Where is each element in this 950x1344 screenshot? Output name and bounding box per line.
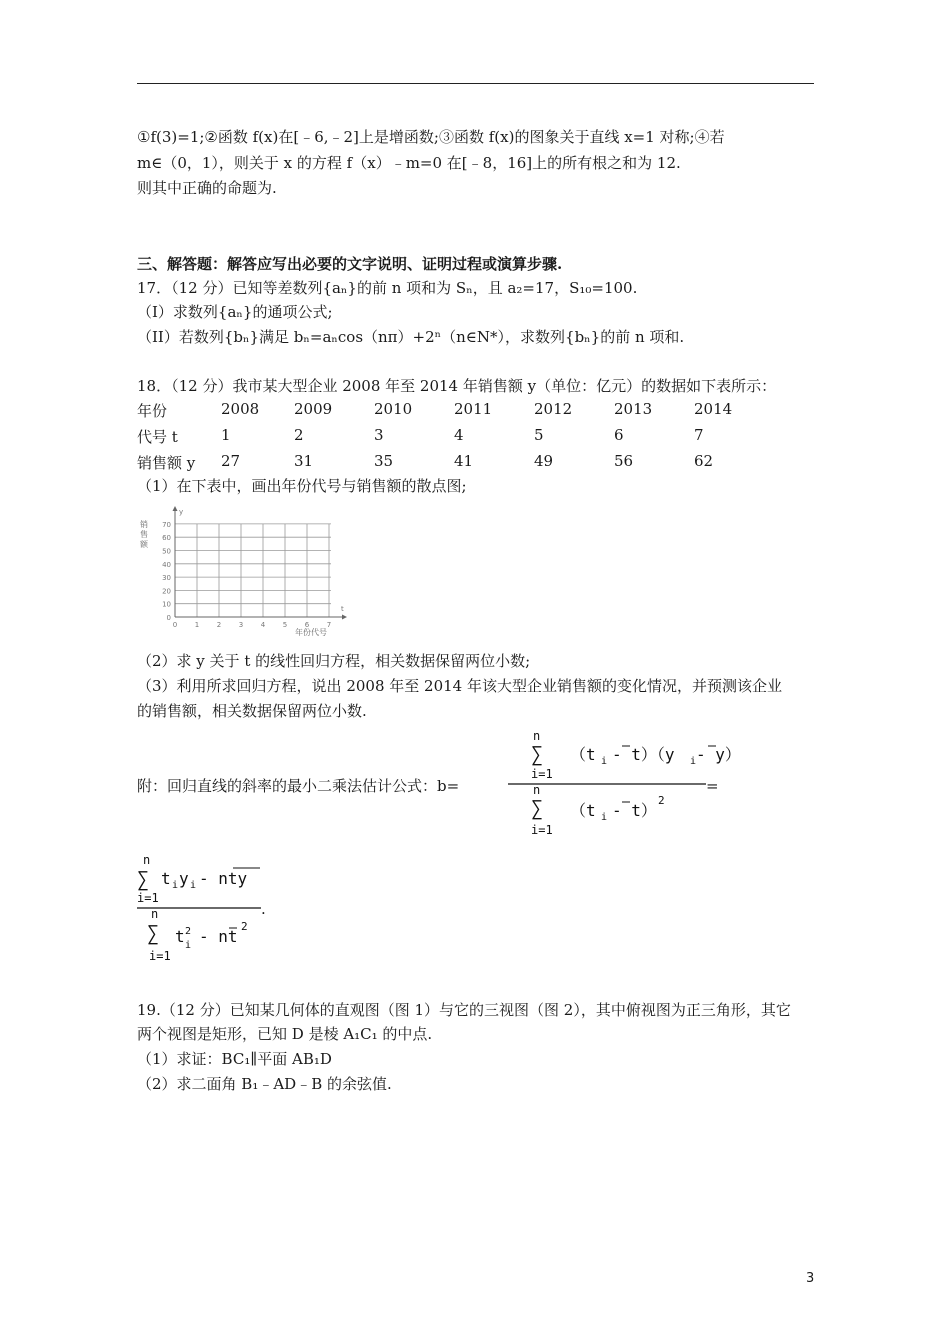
table-cell: 35 [374, 452, 394, 470]
svg-text:n: n [143, 853, 151, 867]
table-cell: 6 [614, 426, 624, 444]
table-cell: 49 [534, 452, 554, 470]
table-cell: 4 [454, 426, 464, 444]
svg-text:2: 2 [658, 794, 665, 807]
q17-stem: 17．（12 分）已知等差数列{aₙ}的前 n 项和为 Sₙ，且 a₂=17，S₁₀=100. [137, 279, 638, 297]
q19-part2: （2）求二面角 B₁﹣AD﹣B 的余弦值. [137, 1075, 392, 1093]
y-tick-label: 70 [162, 520, 171, 529]
y-tick-label: 40 [162, 560, 171, 569]
svg-text:- nt: - nt [199, 927, 238, 946]
p16-line2: m∈（0，1），则关于 x 的方程 f（x）﹣m=0 在[﹣8，16]上的所有根之和为 12. [137, 154, 681, 172]
table-cell: 62 [694, 452, 714, 470]
x-tick-label: 2 [216, 621, 222, 629]
x-tick-label: 3 [238, 621, 244, 629]
svg-text:∑: ∑ [531, 796, 544, 820]
x-axis-label: 年份代号 [295, 628, 327, 637]
svg-text:- t）（y: - t）（y [612, 745, 675, 764]
q19-stem1: 19.（12 分）已知某几何体的直观图（图 1）与它的三视图（图 2），其中俯视图为正三角形，其它 [137, 1001, 791, 1019]
svg-text:t: t [175, 927, 185, 946]
q18-part1: （1）在下表中，画出年份代号与销售额的散点图; [137, 477, 467, 495]
svg-text:i: i [601, 812, 608, 823]
svg-text:- y）: - y） [696, 745, 741, 764]
table-cell: 2010 [374, 400, 413, 418]
y-tick-label: 10 [162, 600, 171, 609]
table-cell: 27 [221, 452, 241, 470]
formula-end: . [261, 900, 266, 918]
section-heading: 三、解答题：解答应写出必要的文字说明、证明过程或演算步骤. [137, 255, 563, 273]
table-cell: 7 [694, 426, 704, 444]
svg-text:∑: ∑ [137, 867, 150, 891]
x-tick-label: 5 [282, 621, 288, 629]
table-cell: 2011 [454, 400, 493, 418]
q19-part1: （1）求证：BC₁∥平面 AB₁D [137, 1050, 332, 1068]
table-cell: 2009 [294, 400, 333, 418]
table-row-label: 销售额 y [137, 454, 196, 472]
x-tick-label: 7 [326, 621, 332, 629]
svg-text:i=1: i=1 [137, 891, 159, 905]
y-axis-name: y [179, 508, 184, 516]
y-tick-label: 60 [162, 534, 171, 543]
q18-stem: 18．（12 分）我市某大型企业 2008 年至 2014 年销售额 y（单位：亿元）的数据如下表所示： [137, 377, 777, 395]
svg-text:2: 2 [241, 920, 248, 933]
table-cell: 2013 [614, 400, 653, 418]
svg-text:n: n [151, 907, 159, 921]
table-cell: 41 [454, 452, 474, 470]
svg-text:- t）: - t） [612, 801, 657, 820]
svg-text:2: 2 [185, 926, 192, 937]
svg-text:∑: ∑ [147, 921, 160, 945]
table-row-label: 代号 t [137, 428, 178, 446]
svg-text:（t: （t [570, 801, 596, 820]
table-cell: 31 [294, 452, 314, 470]
x-tick-label: 6 [304, 621, 310, 629]
header-rule [137, 83, 814, 84]
svg-text:y: y [179, 869, 189, 888]
formula-equals: = [706, 777, 719, 795]
table-cell: 56 [614, 452, 634, 470]
y-label-char: 销 [140, 520, 148, 529]
table-cell: 2014 [694, 400, 733, 418]
q18-part2: （2）求 y 关于 t 的线性回归方程，相关数据保留两位小数; [137, 652, 531, 670]
y-axis-arrow-icon [173, 506, 178, 511]
table-row-label: 年份 [137, 402, 168, 420]
svg-text:i: i [185, 940, 192, 951]
table-cell: 1 [221, 426, 231, 444]
svg-text:i: i [172, 880, 179, 891]
svg-text:n: n [533, 783, 541, 797]
table-cell: 2012 [534, 400, 573, 418]
svg-text:i: i [601, 756, 608, 767]
formula-label: 附：回归直线的斜率的最小二乘法估计公式：b= [137, 777, 460, 795]
y-tick-labels [162, 521, 171, 622]
y-tick-label: 50 [162, 547, 171, 556]
table-cell: 5 [534, 426, 544, 444]
x-tick-label: 1 [194, 621, 200, 629]
x-axis-name: t [341, 605, 344, 613]
svg-text:- nty: - nty [199, 869, 248, 888]
grid-lines [175, 524, 331, 617]
y-tick-label: 20 [162, 587, 171, 596]
page-number: 3 [806, 1271, 815, 1286]
p16-line1: ①f(3)=1;②函数 f(x)在[﹣6,﹣2]上是增函数;③函数 f(x)的图象关于直线 x=1 对称;④若 [137, 128, 725, 146]
q18-part3b: 的销售额，相关数据保留两位小数. [137, 702, 367, 720]
y-label-char: 售 [140, 530, 148, 539]
p16-line3: 则其中正确的命题为. [137, 179, 277, 197]
q18-part3a: （3）利用所求回归方程，说出 2008 年至 2014 年该大型企业销售额的变化情况，并预测该企业 [137, 677, 782, 695]
svg-text:i=1: i=1 [531, 767, 553, 781]
q19-stem2: 两个视图是矩形，已知 D 是棱 A₁C₁ 的中点. [137, 1025, 433, 1043]
y-tick-label: 0 [166, 614, 171, 622]
table-cell: 3 [374, 426, 384, 444]
y-axis-label [140, 519, 151, 549]
svg-text:（t: （t [570, 745, 596, 764]
y-tick-label: 30 [162, 574, 171, 583]
q17-part1: （I）求数列{aₙ}的通项公式; [137, 303, 333, 321]
x-tick-label: 4 [260, 621, 266, 629]
svg-text:∑: ∑ [531, 742, 544, 766]
svg-text:n: n [533, 729, 541, 743]
q17-part2: （II）若数列{bₙ}满足 bₙ=aₙcos（nπ）+2ⁿ（n∈N*），求数列{bₙ}的前 n 项和. [137, 328, 685, 346]
svg-text:i=1: i=1 [531, 823, 553, 837]
svg-text:i=1: i=1 [149, 949, 171, 963]
svg-text:i: i [190, 880, 197, 891]
regression-formula-2 [137, 852, 277, 967]
regression-formula-1 [478, 728, 741, 843]
x-axis-arrow-icon [342, 615, 347, 620]
svg-text:i: i [690, 756, 697, 767]
blank-scatter-grid [135, 505, 350, 640]
table-cell: 2 [294, 426, 304, 444]
svg-text:t: t [161, 869, 171, 888]
table-cell: 2008 [221, 400, 260, 418]
x-tick-label: 0 [172, 621, 178, 629]
y-label-char: 额 [140, 540, 148, 549]
